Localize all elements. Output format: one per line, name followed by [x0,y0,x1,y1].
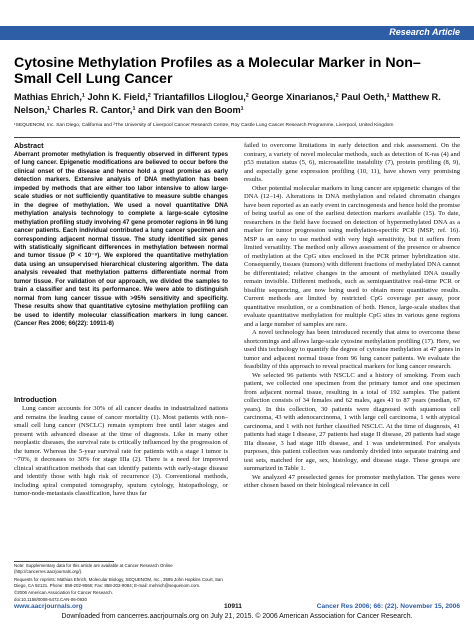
body-paragraph: We selected 96 patients with NSCLC and a history of smoking. From each patient, we collected one specimen from the primary tumor and one specimen from adjacent normal tissue, resulting in a total of 192 samples. The patient collection consists of 34 females and 62 males, ages 41 to 87 years (median, 67 years). In this collection, 30 patients were diagnosed with squamous cell carcinoma, 43 with adenocarcinoma, 1 with large cell carcinoma, 1 with atypical carcinoma, and 1 with not further classified NSCLC. At the time of diagnosis, 41 patients had stage I disease, 27 patients had stage II disease, 20 patients had stage IIIa disease, 3 had stage IIIb disease, and 1 was undetermined. For analysis purposes, this patient collection was randomly divided into separate training and test sets, matched for age, sex, histology, and disease stage. These groups are summarized in Table 1. [244,371,460,472]
header-divider [14,137,460,138]
article-type-label: Research Article [389,27,460,37]
footnote-supplementary: Note: Supplementary data for this article are available at Cancer Research Online (http://cancerres.aacrjournals.org/). [14,563,173,575]
download-notice: Downloaded from cancerres.aacrjournals.org on July 21, 2015. © 2006 American Association for Cancer Research. [61,613,413,620]
article-title: Cytosine Methylation Profiles as a Molecular Marker in Non–Small Cell Lung Cancer [14,55,421,87]
abstract-text: Aberrant promoter methylation is frequently observed in different types of lung cancer. Epigenetic modifications are believed to occur before the clinical onset of the disease and hence hold a great promise as early detection markers. Extensive analysis of DNA methylation has been impeded by methods that are either too labor intensive to allow large-scale studies or not sufficiently quantitative to measure subtle changes in the degree of methylation. We used a novel quantitative DNA methylation analysis technology to complete a large-scale cytosine methylation profiling study involving 47 gene promoter regions in 96 lung cancer patients. Each individual contributed a lung cancer specimen and corresponding adjacent normal tissue. The study identified six genes with statistically significant differences in methylation between normal and tumor tissue (P < 10⁻⁹). We explored the quantitative methylation data using an unsupervised hierarchical clustering algorithm. The data analysis revealed that methylation patterns differentiate normal from tumor tissue. For validation of our approach, we divided the samples to train a classifier and test its performance. We were able to distinguish normal from lung cancer tissue with >95% sensitivity and specificity. These results show that quantitative cytosine methylation profiling can be used to identify molecular classification markers in lung cancer. (Cancer Res 2006; 66(22): 10911-8) [14,151,228,328]
introduction-heading: Introduction [14,395,57,404]
footnote-doi: doi:10.1158/0008-5472.CAN-06-0930 [14,597,87,603]
footnote-copyright: ©2006 American Association for Cancer Research. [14,590,113,596]
affiliations: ¹SEQUENOM, Inc. San Diego, California and ²The University of Liverpool Cancer Research Centre, Roy Castle Lung Cancer Research Programme, Liverpool, United Kingdom [14,123,394,128]
abstract-heading: Abstract [14,141,44,150]
body-paragraph: We analyzed 47 preselected genes for promoter methylation. The genes were either chosen based on their biological relevance in cell [244,473,460,489]
right-column-body [244,142,460,491]
body-paragraph: failed to overcome limitations in early detection and risk assessment. On the contrary, a variety of novel molecular methods, such as detection of K-ras (4) and p53 mutation status (5, 6), microsatellite instability (7), protein profiling (8, 9), and especially gene expression profiling (10, 11), have shown very promising results. [244,142,460,183]
footnote-reprints: Requests for reprints: Mathias Ehrich, Molecular Biology, SEQUENOM, Inc., 3595 John Hopkins Court, San Diego, CA 92121. Phone: 858-202-9066; Fax: 858-202-9084; E-mail: mehrich@sequenom.com. [14,576,223,588]
body-paragraph: A novel technology has been introduced recently that aims to overcome these shortcomings and allows large-scale cytosine methylation profiling (17). Here, we used this technology to quantify the degree of cytosine methylation at 47 genes in tumor and adjacent normal tissue from 96 lung cancer patients. We evaluate the feasibility of this approach to reveal practical markers for lung cancer research. [244,329,460,370]
author-list: Mathias Ehrich,¹ John K. Field,² Triantafillos Liloglou,² George Xinarianos,² Paul Oeth,¹ Matthew R. Nelson,¹ Charles R. Cantor,¹ and Dirk van den Boom¹ [14,92,441,115]
footnotes [14,563,228,605]
footer-page-number: 10911 [224,603,242,610]
footer-citation: Cancer Res 2006; 66: (22). November 15, 2006 [316,603,460,610]
body-paragraph: Other potential molecular markers in lung cancer are epigenetic changes of the DNA (12–14). Alterations in DNA methylation and related chromatin changes have been reported as an early event in carcinogenesis and hence hold the promise of being useful as one of the earliest detection markers available (15). To date, researchers in the field have focused on detection of hypermethylated DNA as a marker for tumor progression using methylation-specific PCR (MSP; ref. 16). MSP is an easy to use method with very high sensitivity, but it suffers from limited versatility. The method only allows assessment of the presence or absence of methylation at the CpG sites enclosed in the PCR primer hybridization site. Consequently, tissues (tumors) with different fractions of methylated DNA cannot be differentiated; relative changes in the amount of methylated DNA usually remain invisible. Different methods, such as semiquantitative real-time PCR or bisulfite sequencing, are now being used to obtain more quantitative results. Current methods are limited by restricted CpG coverage per assay, poor quantitative resolution, or a combination of both. Hence, large-scale studies that evaluate quantitative methylation for multiple CpG sites in various gene regions and a large number of samples are rare. [244,184,460,328]
introduction-paragraph: Lung cancer accounts for 30% of all cancer deaths in industrialized nations and remains the leading cause of cancer mortality (1). Most patients with non–small cell lung cancer (NSCLC) remain symptom free until later stages and present with advanced disease at the time of diagnosis. Like in many other neoplastic diseases, the survival rate is critically influenced by the progression of the tumor. Whereas the 5-year survival rate for patients with a stage I tumor is ~70%, it decreases to 30% for stage IIIa (2). There is a need for improved clinical stratification methods that can identify patients with early-stage disease and identify those with high risk of recurrence (3). Conventional methods, including spiral computed tomography, sputum cytology, histopathology, or tumor-node-metastasis classification, have thus far [14,405,228,497]
introduction-body [14,405,228,499]
footer-journal-url[interactable]: www.aacrjournals.org [14,603,83,610]
footnote-divider [14,561,114,562]
